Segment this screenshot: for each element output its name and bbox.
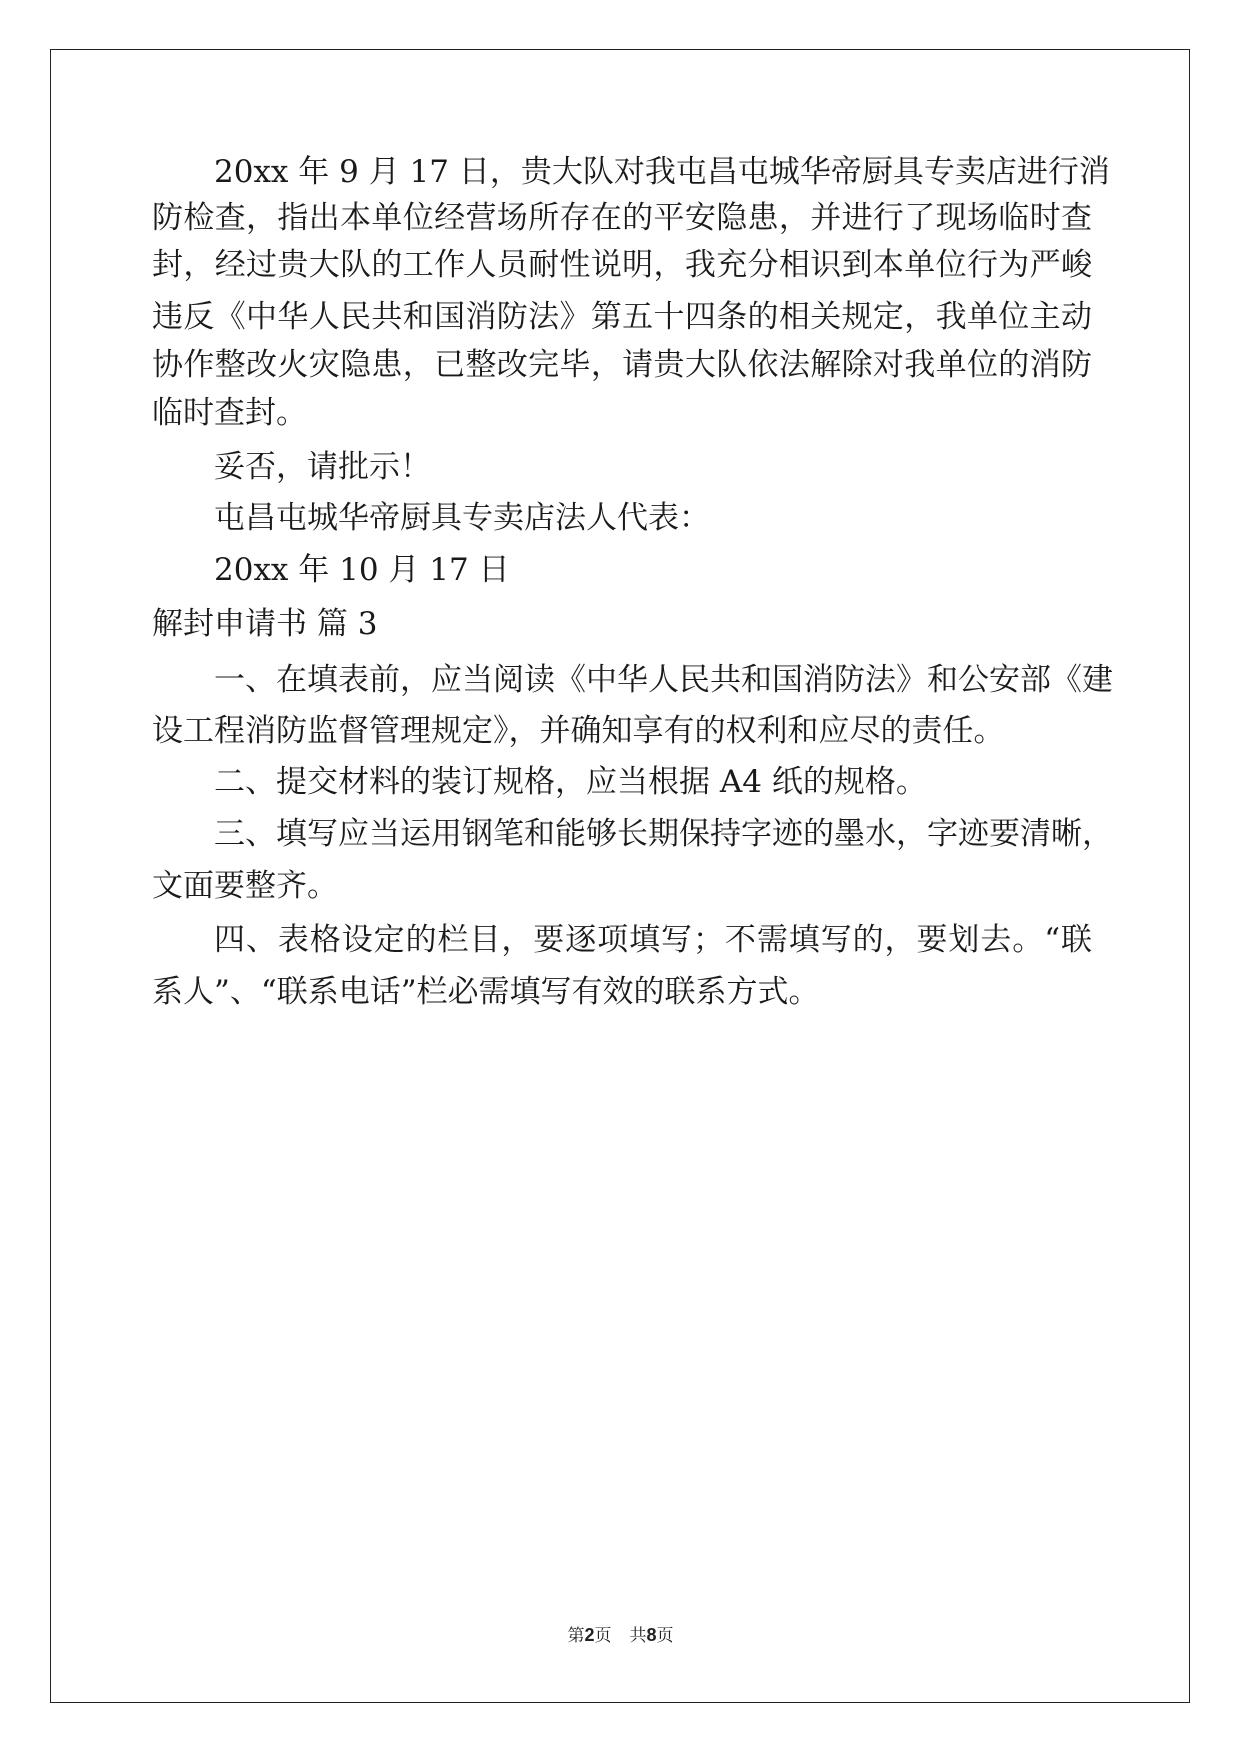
paragraph-line: 违反《中华人民共和国消防法》第五十四条的相关规定，我单位主动 [152, 299, 1092, 335]
paragraph-line: 四、表格设定的栏目，要逐项填写；不需填写的，要划去。“联 [214, 922, 1092, 958]
total-prefix: 共 [629, 1626, 647, 1646]
page-current: 2 [584, 1625, 595, 1645]
paragraph-line: 20xx 年 9 月 17 日，贵大队对我屯昌屯城华帝厨具专卖店进行消 [214, 154, 1110, 190]
paragraph-line: 一、在填表前，应当阅读《中华人民共和国消防法》和公安部《建 [214, 662, 1113, 698]
paragraph-line: 系人”、“联系电话”栏必需填写有效的联系方式。 [152, 974, 820, 1010]
paragraph-line: 二、提交材料的装订规格，应当根据 A4 纸的规格。 [214, 764, 927, 800]
paragraph-line: 封，经过贵大队的工作人员耐性说明，我充分相识到本单位行为严峻 [152, 247, 1092, 283]
closing-request: 妥否，请批示！ [214, 449, 431, 485]
page-unit: 页 [594, 1626, 612, 1646]
paragraph-line: 三、填写应当运用钢笔和能够长期保持字迹的墨水，字迹要清晰， [214, 816, 1113, 852]
page-total: 8 [646, 1625, 657, 1645]
paragraph-line: 协作整改火灾隐患，已整改完毕，请贵大队依法解除对我单位的消防 [152, 347, 1092, 383]
page-footer [0, 1624, 1241, 1647]
paragraph-line: 临时查封。 [152, 395, 307, 431]
section-heading: 解封申请书 篇 3 [152, 606, 378, 642]
paragraph-line: 文面要整齐。 [152, 868, 338, 904]
date-line: 20xx 年 10 月 17 日 [214, 552, 510, 588]
signature-line: 屯昌屯城华帝厨具专卖店法人代表： [214, 500, 710, 536]
paragraph-line: 防检查，指出本单位经营场所存在的平安隐患，并进行了现场临时查 [152, 200, 1092, 236]
total-unit: 页 [656, 1626, 674, 1646]
paragraph-line: 设工程消防监督管理规定》，并确知享有的权利和应尽的责任。 [152, 713, 1005, 749]
page-prefix: 第 [567, 1626, 585, 1646]
